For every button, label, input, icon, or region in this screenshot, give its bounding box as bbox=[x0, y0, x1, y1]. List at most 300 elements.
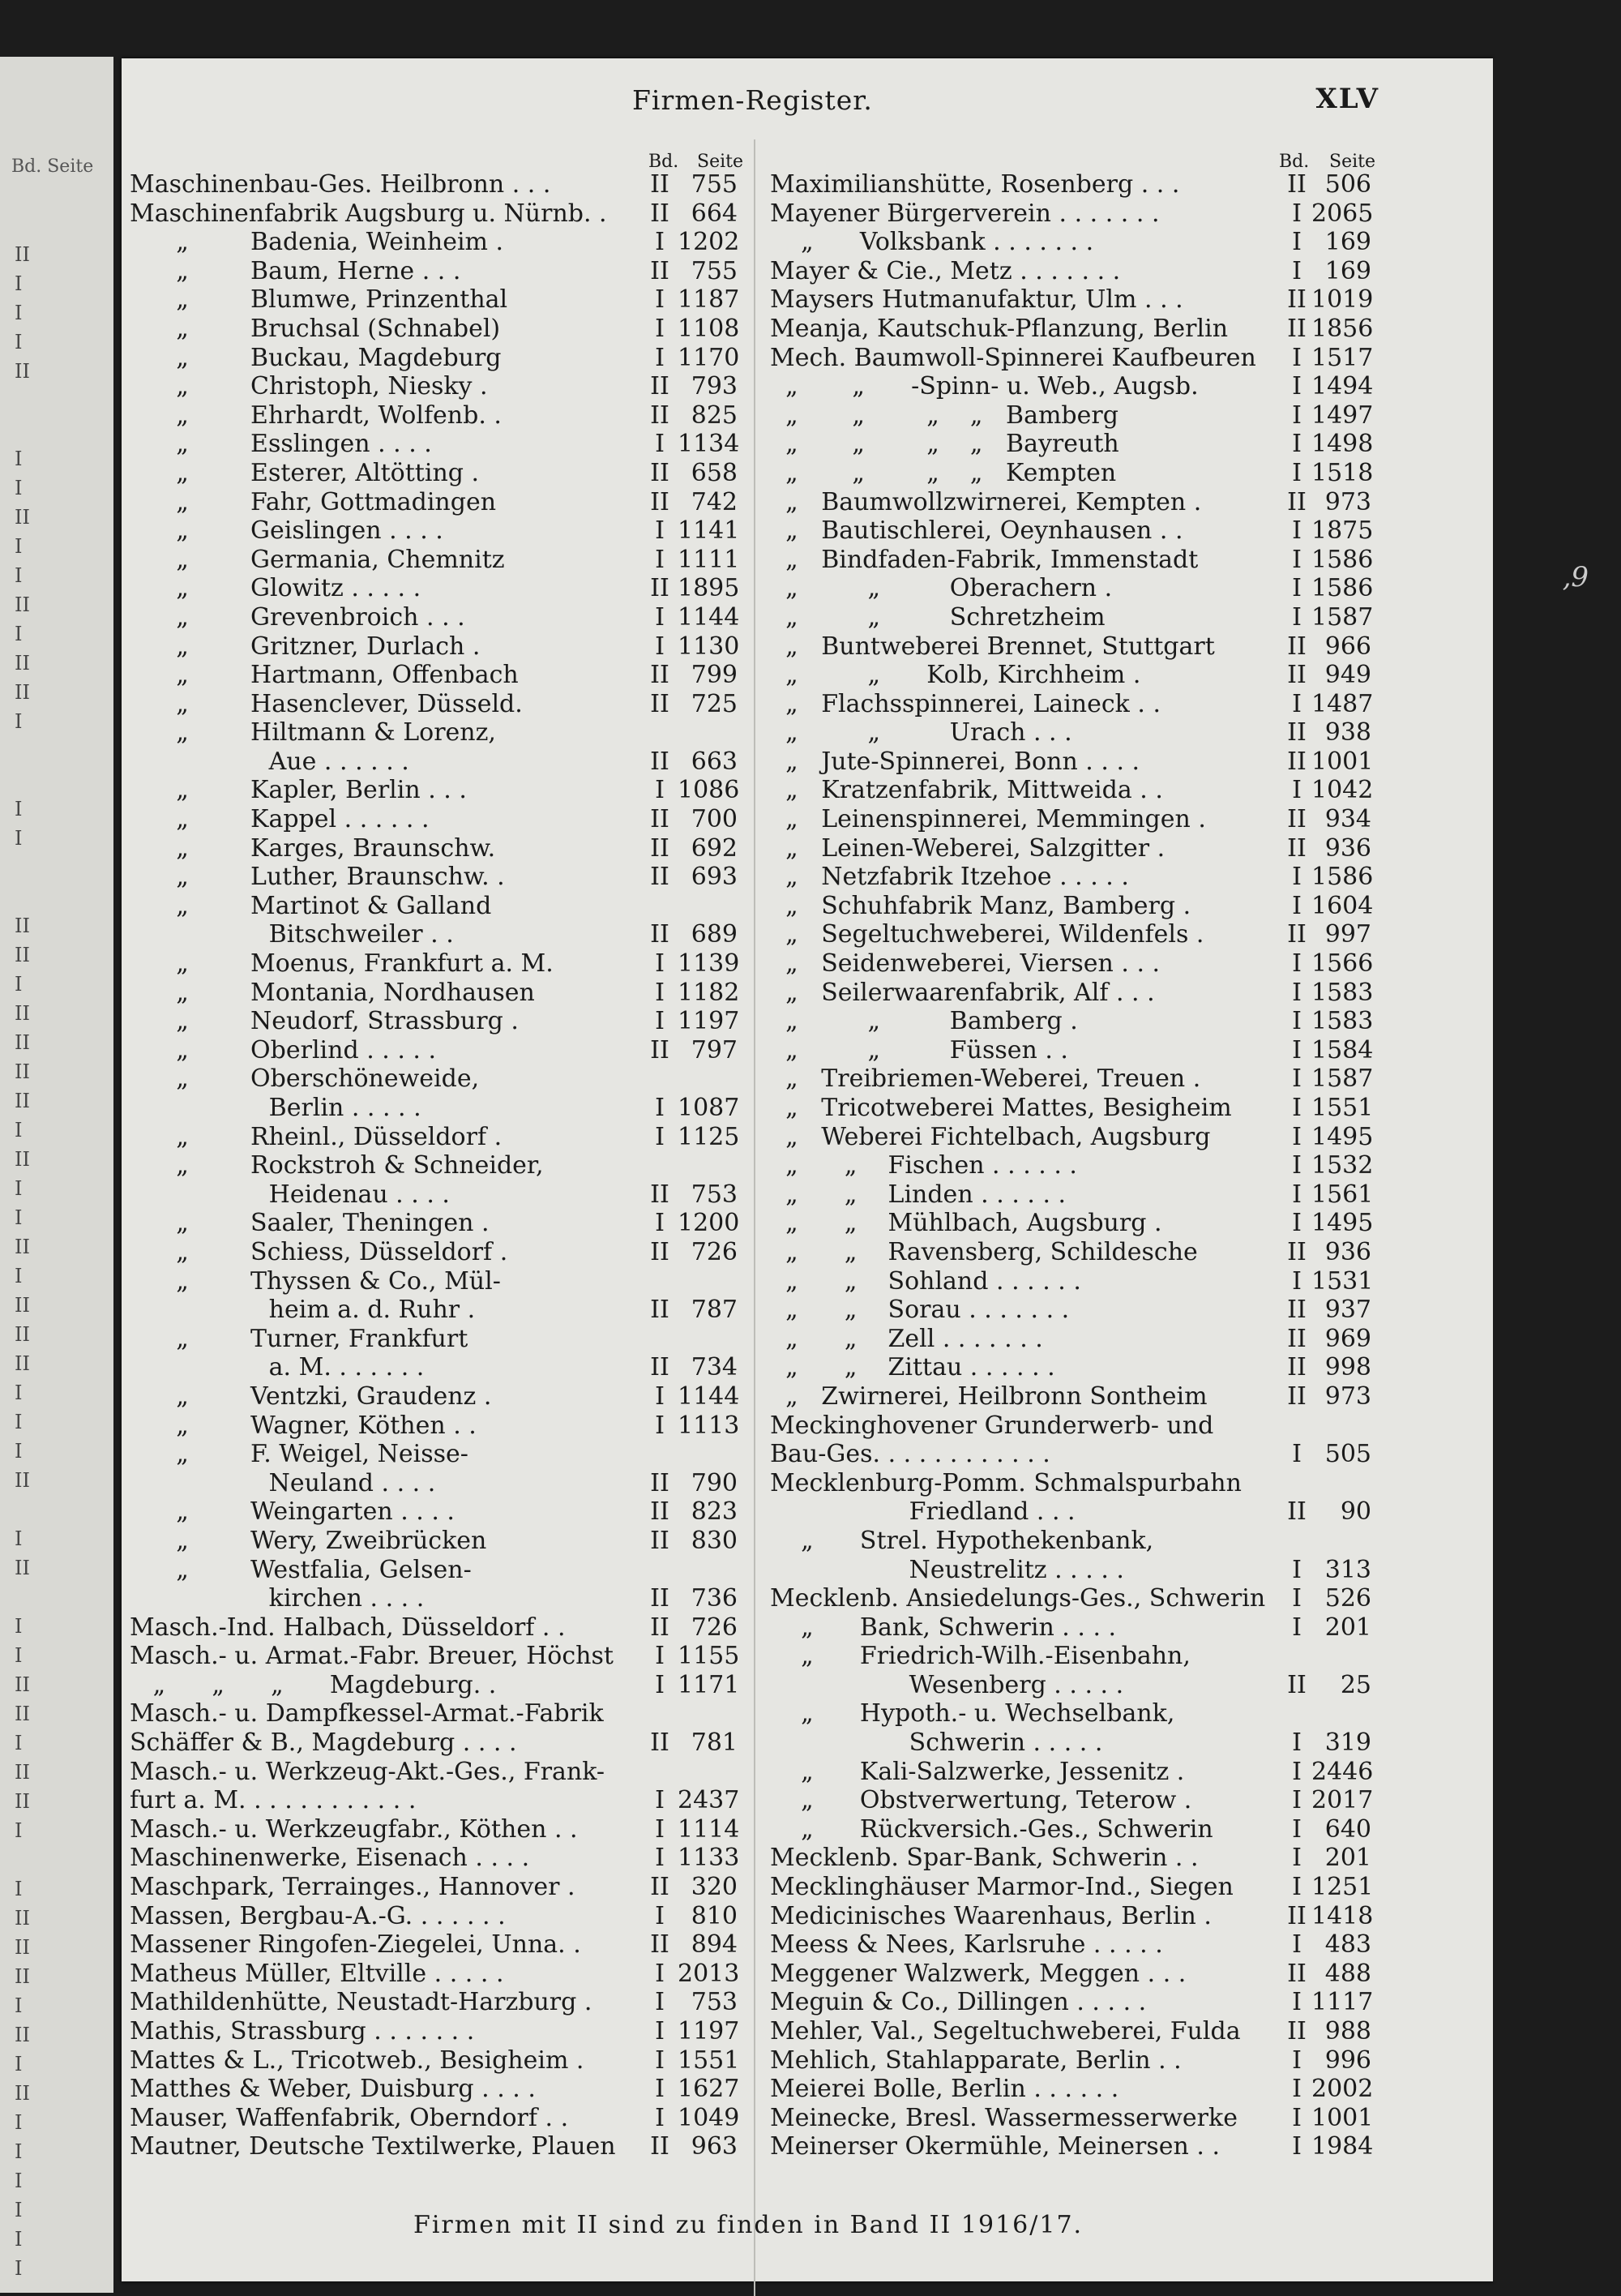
company-name: „ Baumwollzwirnerei, Kempten . bbox=[770, 487, 1202, 516]
volume-number: II bbox=[650, 1180, 669, 1209]
register-entry bbox=[770, 1613, 1410, 1643]
page-reference: 1117 bbox=[1311, 1988, 1374, 2017]
register-entry bbox=[130, 1960, 762, 1989]
company-name: Maschinenwerke, Eisenach . . . . bbox=[130, 1844, 530, 1873]
volume-number: I bbox=[655, 545, 665, 574]
register-entry bbox=[770, 315, 1410, 344]
company-name: Masch.-Ind. Halbach, Düsseldorf . . bbox=[130, 1613, 566, 1642]
register-entry bbox=[770, 1699, 1410, 1728]
volume-number: I bbox=[1292, 458, 1302, 487]
left-entries bbox=[130, 170, 762, 2161]
company-name: Massener Ringofen-Ziegelei, Unna. . bbox=[130, 1930, 581, 1960]
volume-number: I bbox=[1292, 1757, 1302, 1786]
company-name: „ Rheinl., Düsseldorf . bbox=[130, 1122, 503, 1151]
register-entry bbox=[770, 1353, 1410, 1382]
register-entry bbox=[130, 1440, 762, 1469]
company-name: „ „ „ „ Bayreuth bbox=[770, 430, 1119, 459]
volume-number: II bbox=[1287, 1353, 1307, 1382]
volume-number: II bbox=[1287, 1381, 1307, 1411]
page-reference: 319 bbox=[1324, 1728, 1371, 1758]
company-name: Mayer & Cie., Metz . . . . . . . bbox=[770, 256, 1121, 285]
company-name: Maschpark, Terrainges., Hannover . bbox=[130, 1873, 575, 1902]
register-entry bbox=[130, 228, 762, 257]
page-reference: 726 bbox=[691, 1613, 738, 1642]
company-name: „ Luther, Braunschw. . bbox=[130, 863, 505, 892]
company-name: Mehlich, Stahlapparate, Berlin . . bbox=[770, 2045, 1182, 2075]
company-name: Wesenberg . . . . . bbox=[770, 1670, 1124, 1699]
volume-number: II bbox=[1287, 1324, 1307, 1353]
company-name: „ Kali-Salzwerke, Jessenitz . bbox=[770, 1757, 1185, 1786]
page-reference: 1587 bbox=[1311, 1064, 1374, 1094]
volume-number: II bbox=[1287, 1670, 1307, 1699]
volume-number: I bbox=[655, 1988, 665, 2017]
company-name: Mech. Baumwoll-Spinnerei Kaufbeuren bbox=[770, 343, 1256, 372]
page-reference: 1566 bbox=[1311, 949, 1374, 979]
register-entry bbox=[130, 1296, 762, 1325]
pencil-mark: ‚9 bbox=[1562, 561, 1589, 593]
register-entry bbox=[130, 2132, 762, 2161]
volume-number: I bbox=[1292, 1555, 1302, 1584]
page-reference: 781 bbox=[691, 1728, 738, 1758]
page-reference: 1487 bbox=[1311, 689, 1374, 718]
register-entry bbox=[770, 1180, 1410, 1210]
volume-number: I bbox=[655, 1901, 665, 1930]
page-reference: 742 bbox=[691, 487, 738, 516]
register-entry bbox=[130, 1786, 762, 1815]
company-name: „ Geislingen . . . . bbox=[130, 516, 443, 546]
company-name: „ „ Urach . . . bbox=[770, 718, 1072, 747]
register-entry bbox=[770, 1556, 1410, 1585]
register-entry bbox=[770, 401, 1410, 430]
company-name: „ Thyssen & Co., Mül- bbox=[130, 1266, 501, 1296]
company-name: „ Treibriemen-Weberei, Treuen . bbox=[770, 1064, 1201, 1094]
register-entry bbox=[770, 949, 1410, 979]
company-name: „ Schiess, Düsseldorf . bbox=[130, 1237, 508, 1266]
register-entry bbox=[130, 1527, 762, 1556]
page-reference: 1518 bbox=[1311, 458, 1374, 487]
register-entry bbox=[770, 516, 1410, 546]
register-entry bbox=[130, 805, 762, 834]
company-name: „ „ Bamberg . bbox=[770, 1007, 1078, 1036]
register-entry bbox=[130, 661, 762, 690]
volume-number: II bbox=[1287, 920, 1307, 949]
company-name: „ „ Ravensberg, Schildesche bbox=[770, 1237, 1198, 1266]
company-name: Meinerser Okermühle, Meinersen . . bbox=[770, 2132, 1220, 2161]
register-entry bbox=[770, 920, 1410, 949]
page-reference: 313 bbox=[1324, 1555, 1371, 1584]
register-entry bbox=[130, 1873, 762, 1902]
company-name: Schwerin . . . . . bbox=[770, 1728, 1103, 1758]
register-entry bbox=[770, 430, 1410, 459]
volume-number: I bbox=[1292, 1844, 1302, 1873]
company-name: „ Flachsspinnerei, Laineck . . bbox=[770, 689, 1161, 718]
volume-number: II bbox=[1287, 833, 1307, 863]
register-entry bbox=[130, 1844, 762, 1873]
register-entry bbox=[770, 1988, 1410, 2017]
company-name: „ Baum, Herne . . . bbox=[130, 256, 461, 285]
volume-number: II bbox=[1287, 718, 1307, 747]
page-reference: 1497 bbox=[1311, 401, 1374, 430]
register-entry bbox=[770, 1786, 1410, 1815]
register-entry bbox=[130, 979, 762, 1008]
company-name: „ F. Weigel, Neisse- bbox=[130, 1440, 468, 1469]
company-name: Masch.- u. Werkzeug-Akt.-Ges., Frank- bbox=[130, 1757, 605, 1786]
page-reference: 640 bbox=[1324, 1814, 1371, 1844]
register-entry bbox=[130, 1671, 762, 1700]
company-name: Matheus Müller, Eltville . . . . . bbox=[130, 1959, 504, 1988]
page-reference: 1418 bbox=[1311, 1901, 1374, 1930]
company-name: „ Leinenspinnerei, Memmingen . bbox=[770, 805, 1206, 834]
volume-number: I bbox=[655, 632, 665, 661]
volume-number: II bbox=[650, 1353, 669, 1382]
page-reference: 1200 bbox=[678, 1209, 740, 1238]
register-entry bbox=[770, 1584, 1410, 1613]
page-reference: 1517 bbox=[1311, 343, 1374, 372]
page-reference: 2002 bbox=[1311, 2075, 1374, 2104]
page-reference: 790 bbox=[691, 1468, 738, 1497]
volume-number: I bbox=[1292, 1988, 1302, 2017]
volume-number: II bbox=[650, 401, 669, 430]
company-name: „ Weberei Fichtelbach, Augsburg bbox=[770, 1122, 1211, 1151]
page-reference: 755 bbox=[691, 256, 738, 285]
company-name: „ Badenia, Weinheim . bbox=[130, 228, 504, 257]
company-name: kirchen . . . . bbox=[130, 1584, 425, 1613]
register-entry bbox=[770, 690, 1410, 719]
page-reference: 506 bbox=[1324, 170, 1371, 199]
register-entry bbox=[770, 632, 1410, 662]
company-name: „ Saaler, Theningen . bbox=[130, 1209, 490, 1238]
register-entry bbox=[770, 1151, 1410, 1180]
left-column-header bbox=[130, 136, 762, 170]
register-entry bbox=[130, 285, 762, 315]
company-name: Schäffer & B., Magdeburg . . . . bbox=[130, 1728, 517, 1758]
page-reference: 1531 bbox=[1311, 1266, 1374, 1296]
register-entry bbox=[770, 1844, 1410, 1873]
register-entry bbox=[770, 1064, 1410, 1094]
register-entry bbox=[770, 1469, 1410, 1498]
page-reference: 1627 bbox=[678, 2075, 740, 2104]
company-name: „ „ „ „ Bamberg bbox=[770, 401, 1118, 430]
volume-number: I bbox=[1292, 1064, 1302, 1094]
register-entry bbox=[770, 1411, 1410, 1441]
page-reference: 663 bbox=[691, 747, 738, 776]
page-reference: 488 bbox=[1324, 1959, 1371, 1988]
volume-number: II bbox=[650, 833, 669, 863]
register-entry bbox=[770, 257, 1410, 286]
volume-number: I bbox=[1292, 891, 1302, 920]
company-name: „ Zwirnerei, Heilbronn Sontheim bbox=[770, 1381, 1208, 1411]
company-name: Neustrelitz . . . . . bbox=[770, 1555, 1124, 1584]
register-entry bbox=[770, 228, 1410, 257]
page-reference: 201 bbox=[1324, 1613, 1371, 1642]
volume-number: II bbox=[1287, 805, 1307, 834]
volume-header: Bd. bbox=[1279, 152, 1310, 172]
company-name: „ Turner, Frankfurt bbox=[130, 1324, 468, 1353]
register-entry bbox=[130, 1556, 762, 1585]
volume-number: I bbox=[1292, 1266, 1302, 1296]
register-entry bbox=[770, 170, 1410, 199]
company-name: „ „ Zittau . . . . . . bbox=[770, 1353, 1055, 1382]
company-name: „ Moenus, Frankfurt a. M. bbox=[130, 949, 554, 979]
register-entry bbox=[130, 632, 762, 662]
page-reference: 793 bbox=[691, 372, 738, 401]
register-entry bbox=[130, 1613, 762, 1643]
register-entry bbox=[130, 1902, 762, 1931]
company-name: „ Westfalia, Gelsen- bbox=[130, 1555, 472, 1584]
page-reference: 1604 bbox=[1311, 891, 1374, 920]
volume-number: I bbox=[1292, 1007, 1302, 1036]
company-name: „ „ Zell . . . . . . . bbox=[770, 1324, 1043, 1353]
page-reference: 753 bbox=[691, 1180, 738, 1209]
volume-number: II bbox=[650, 1613, 669, 1642]
volume-number: II bbox=[650, 661, 669, 690]
page-reference: 483 bbox=[1324, 1930, 1371, 1960]
register-entry bbox=[130, 170, 762, 199]
company-name: Mathildenhütte, Neustadt-Harzburg . bbox=[130, 1988, 592, 2017]
register-entry bbox=[130, 459, 762, 488]
register-entry bbox=[770, 1440, 1410, 1469]
volume-number: II bbox=[650, 458, 669, 487]
volume-number: II bbox=[1287, 170, 1307, 199]
page-reference: 1583 bbox=[1311, 1007, 1374, 1036]
register-entry bbox=[130, 1036, 762, 1065]
register-entry bbox=[130, 1267, 762, 1296]
register-entry bbox=[770, 574, 1410, 603]
register-entry bbox=[770, 2104, 1410, 2133]
page-reference: 1251 bbox=[1311, 1873, 1374, 1902]
left-column bbox=[130, 136, 762, 2161]
page-reference: 1019 bbox=[1311, 285, 1374, 315]
company-name: „ Bindfaden-Fabrik, Immenstadt bbox=[770, 545, 1199, 574]
volume-number: I bbox=[655, 1814, 665, 1844]
register-entry bbox=[770, 718, 1410, 747]
volume-number: I bbox=[655, 2017, 665, 2045]
page-reference: 1144 bbox=[678, 602, 740, 632]
register-entry bbox=[130, 2046, 762, 2075]
company-name: „ „ -Spinn- u. Web., Augsb. bbox=[770, 372, 1199, 401]
page-reference: 1856 bbox=[1311, 314, 1374, 343]
volume-number: I bbox=[655, 2103, 665, 2132]
volume-number: II bbox=[650, 1468, 669, 1497]
register-entry bbox=[130, 718, 762, 747]
volume-number: II bbox=[650, 487, 669, 516]
company-name: „ Fahr, Gottmadingen bbox=[130, 487, 497, 516]
volume-number: II bbox=[650, 1873, 669, 1902]
page-reference: 1001 bbox=[1311, 747, 1374, 776]
company-name: „ Grevenbroich . . . bbox=[130, 602, 465, 632]
page-reference: 966 bbox=[1324, 632, 1371, 661]
volume-number: II bbox=[650, 1526, 669, 1555]
volume-number: I bbox=[1292, 1209, 1302, 1238]
page-reference: 936 bbox=[1324, 1237, 1371, 1266]
page-reference: 949 bbox=[1324, 661, 1371, 690]
company-name: Mecklenburg-Pomm. Schmalspurbahn bbox=[770, 1468, 1242, 1497]
page-reference: 1042 bbox=[1311, 776, 1374, 805]
register-entry bbox=[770, 1382, 1410, 1411]
company-name: Mecklinghäuser Marmor-Ind., Siegen bbox=[770, 1873, 1234, 1902]
company-name: „ „ Sorau . . . . . . . bbox=[770, 1296, 1070, 1325]
register-entry bbox=[130, 315, 762, 344]
register-page bbox=[122, 58, 1493, 2281]
volume-number: I bbox=[655, 1411, 665, 1440]
company-name: „ Bank, Schwerin . . . . bbox=[770, 1613, 1117, 1642]
register-entry bbox=[130, 1642, 762, 1671]
page-reference: 1551 bbox=[678, 2045, 740, 2075]
page-reference: 1049 bbox=[678, 2103, 740, 2132]
page-reference: 755 bbox=[691, 170, 738, 199]
company-name: Mauser, Waffenfabrik, Oberndorf . . bbox=[130, 2103, 569, 2132]
company-name: „ Montania, Nordhausen bbox=[130, 978, 535, 1007]
page-reference: 693 bbox=[691, 863, 738, 892]
register-entry bbox=[130, 1123, 762, 1152]
volume-number: I bbox=[1292, 2132, 1302, 2161]
page-reference: 1133 bbox=[678, 1844, 740, 1873]
page-reference: 1584 bbox=[1311, 1035, 1374, 1064]
page-reference: 1984 bbox=[1311, 2132, 1374, 2161]
company-name: „ Oberschöneweide, bbox=[130, 1064, 480, 1094]
register-entry bbox=[130, 516, 762, 546]
register-entry bbox=[130, 1325, 762, 1354]
volume-header: Bd. bbox=[648, 152, 679, 172]
volume-number: II bbox=[1287, 1901, 1307, 1930]
register-entry bbox=[130, 1180, 762, 1210]
volume-number: I bbox=[1292, 343, 1302, 372]
register-entry bbox=[130, 344, 762, 373]
volume-number: I bbox=[1292, 1814, 1302, 1844]
page-reference: 1587 bbox=[1311, 602, 1374, 632]
page-reference: 1895 bbox=[678, 574, 740, 603]
volume-number: I bbox=[1292, 2045, 1302, 2075]
register-entry bbox=[770, 661, 1410, 690]
page-reference: 25 bbox=[1340, 1670, 1371, 1699]
register-entry bbox=[770, 2075, 1410, 2104]
register-entry bbox=[130, 747, 762, 777]
company-name: Mautner, Deutsche Textilwerke, Plauen bbox=[130, 2132, 616, 2161]
company-name: Bitschweiler . . bbox=[130, 920, 454, 949]
volume-number: I bbox=[655, 949, 665, 979]
register-entry bbox=[130, 1353, 762, 1382]
company-name: „ Hypoth.- u. Wechselbank, bbox=[770, 1699, 1175, 1728]
company-name: „ Gritzner, Durlach . bbox=[130, 632, 481, 661]
volume-number: II bbox=[650, 747, 669, 776]
company-name: „ Bruchsal (Schnabel) bbox=[130, 314, 501, 343]
register-entry bbox=[130, 1699, 762, 1728]
register-entry bbox=[770, 1296, 1410, 1325]
company-name: „ Buntweberei Brennet, Stuttgart bbox=[770, 632, 1215, 661]
page-reference: 998 bbox=[1324, 1353, 1371, 1382]
volume-number: II bbox=[650, 1035, 669, 1064]
page-reference: 1495 bbox=[1311, 1122, 1374, 1151]
company-name: Mecklenb. Ansiedelungs-Ges., Schwerin bbox=[770, 1584, 1266, 1613]
page-reference: 894 bbox=[691, 1930, 738, 1960]
register-entry bbox=[770, 1960, 1410, 1989]
volume-number: I bbox=[655, 1642, 665, 1671]
page-reference: 1498 bbox=[1311, 430, 1374, 459]
page-reference: 505 bbox=[1324, 1440, 1371, 1469]
register-entry bbox=[770, 372, 1410, 401]
page-reference: 1155 bbox=[678, 1642, 740, 1671]
page-reference: 2446 bbox=[1311, 1757, 1374, 1786]
company-name: Meguin & Co., Dillingen . . . . . bbox=[770, 1988, 1147, 2017]
volume-number: I bbox=[1292, 949, 1302, 979]
page-reference: 658 bbox=[691, 458, 738, 487]
company-name: „ Hasenclever, Düsseld. bbox=[130, 689, 523, 718]
register-entry bbox=[770, 1728, 1410, 1758]
register-entry bbox=[130, 1728, 762, 1758]
volume-number: I bbox=[1292, 516, 1302, 546]
volume-number: I bbox=[655, 1209, 665, 1238]
company-name: „ Ehrhardt, Wolfenb. . bbox=[130, 401, 502, 430]
register-entry bbox=[770, 2046, 1410, 2075]
page-reference: 734 bbox=[691, 1353, 738, 1382]
page-reference: 169 bbox=[1324, 228, 1371, 257]
company-name: Mattes & L., Tricotweb., Besigheim . bbox=[130, 2045, 584, 2075]
company-name: „ „ Schretzheim bbox=[770, 602, 1106, 632]
page-reference: 169 bbox=[1324, 256, 1371, 285]
page-reference: 1144 bbox=[678, 1381, 740, 1411]
volume-number: I bbox=[655, 776, 665, 805]
page-reference: 996 bbox=[1324, 2045, 1371, 2075]
volume-number: II bbox=[650, 1497, 669, 1527]
volume-number: I bbox=[1292, 372, 1302, 401]
page-reference: 1583 bbox=[1311, 978, 1374, 1007]
register-entry bbox=[130, 2104, 762, 2133]
volume-number: I bbox=[1292, 1873, 1302, 1902]
volume-number: I bbox=[655, 978, 665, 1007]
register-entry bbox=[130, 1151, 762, 1180]
company-name: Meckinghovener Grunderwerb- und bbox=[770, 1411, 1214, 1440]
register-entry bbox=[770, 459, 1410, 488]
register-entry bbox=[130, 401, 762, 430]
volume-number: I bbox=[655, 516, 665, 546]
register-entry bbox=[130, 1411, 762, 1441]
company-name: „ Esterer, Altötting . bbox=[130, 458, 480, 487]
right-entries bbox=[770, 170, 1410, 2161]
register-entry bbox=[770, 1209, 1410, 1238]
register-entry bbox=[130, 574, 762, 603]
page-reference: 1001 bbox=[1311, 2103, 1374, 2132]
volume-number: I bbox=[1292, 228, 1302, 257]
volume-number: II bbox=[1287, 1497, 1307, 1527]
register-entry bbox=[770, 1325, 1410, 1354]
page-reference: 797 bbox=[691, 1035, 738, 1064]
volume-number: I bbox=[1292, 2103, 1302, 2132]
page-reference: 1875 bbox=[1311, 516, 1374, 546]
page-reference: 1586 bbox=[1311, 545, 1374, 574]
volume-number: I bbox=[655, 1670, 665, 1699]
register-entry bbox=[770, 863, 1410, 892]
company-name: Meggener Walzwerk, Meggen . . . bbox=[770, 1959, 1187, 1988]
register-entry bbox=[130, 1007, 762, 1036]
company-name: „ „ Kolb, Kirchheim . bbox=[770, 661, 1141, 690]
page-reference: 1187 bbox=[678, 285, 740, 315]
company-name: „ „ Sohland . . . . . . bbox=[770, 1266, 1081, 1296]
register-entry bbox=[130, 863, 762, 892]
page-reference: 997 bbox=[1324, 920, 1371, 949]
page-reference: 1495 bbox=[1311, 1209, 1374, 1238]
page-reference: 700 bbox=[691, 805, 738, 834]
volume-number: I bbox=[1292, 1151, 1302, 1180]
company-name: „ „ „ „ Kempten bbox=[770, 458, 1117, 487]
register-entry bbox=[130, 920, 762, 949]
company-name: „ Seidenweberei, Viersen . . . bbox=[770, 949, 1161, 979]
company-name: „ Glowitz . . . . . bbox=[130, 574, 421, 603]
register-entry bbox=[130, 1209, 762, 1238]
register-entry bbox=[130, 199, 762, 229]
page-reference: 1561 bbox=[1311, 1180, 1374, 1209]
page-reference: 938 bbox=[1324, 718, 1371, 747]
volume-number: I bbox=[1292, 574, 1302, 603]
